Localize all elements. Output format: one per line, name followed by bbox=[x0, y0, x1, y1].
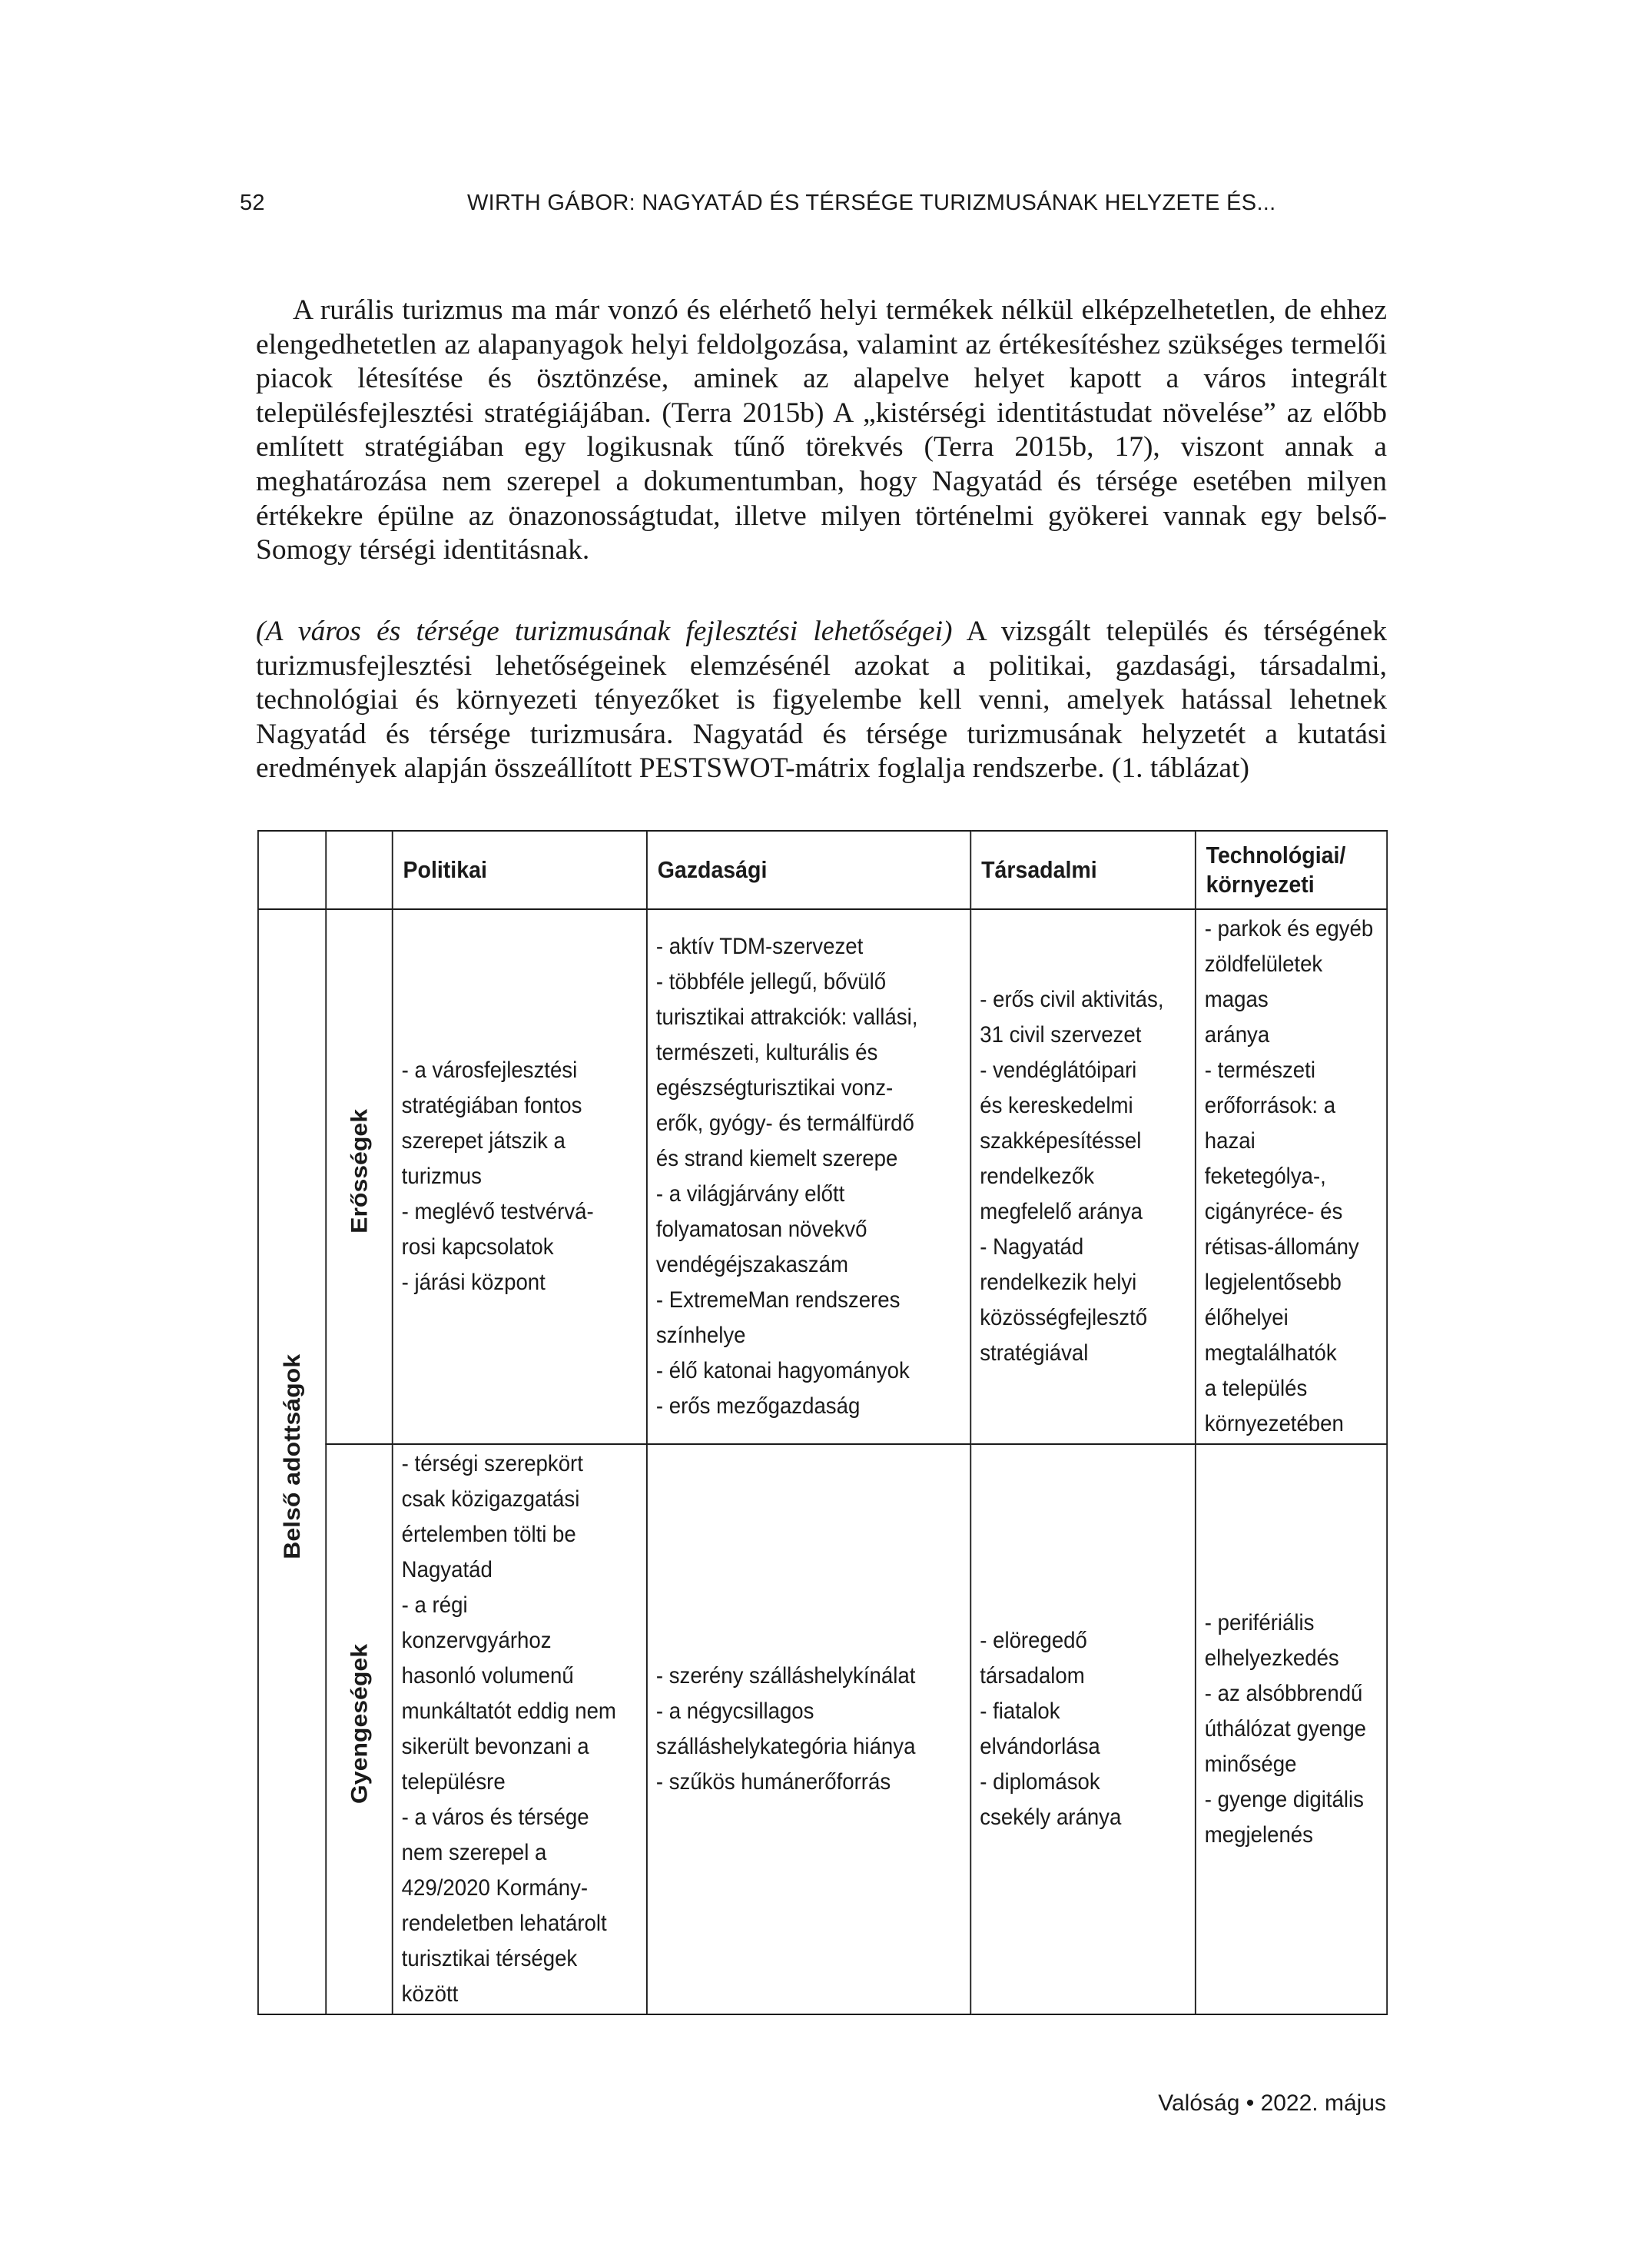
group-label: Belső adottságok bbox=[279, 1353, 305, 1559]
empty-corner-cell bbox=[326, 831, 392, 909]
page-number: 52 bbox=[240, 191, 265, 215]
row-label-cell bbox=[326, 1444, 392, 2014]
weaknesses-technologiai-cell: - perifériális elhelyezkedés - az alsóbbrendű úthálózat gyenge minősége - gyenge digitális megjelenés bbox=[1196, 1444, 1387, 2014]
table-row-strengths bbox=[258, 909, 1387, 1444]
body-paragraph-1: A rurális turizmus ma már vonzó és elérhető helyi termékek nélkül elképzelhetetlen, de ehhez elengedhetetlen az alapanyagok helyi feldolgozása, valamint az értékesítéshez szükséges termelői piacok létesítése és ösztönzése, aminek az alapelve helyet kapott a város integrált településfejlesztési stratégiájában. (Terra 2015b) A „kistérségi identitástudat növelése” az előbb említett stratégiában egy logikusnak tűnő törekvés (Terra 2015b, 17), viszont annak a meghatározása nem szerepel a dokumentumban, hogy Nagyatád és térsége esetében milyen értékekre épülne az önazonosságtudat, illetve milyen történelmi gyökerei vannak egy belső-Somogy térségi identitásnak. bbox=[256, 294, 1387, 566]
column-header-technologiai: Technológiai/ környezeti bbox=[1196, 831, 1387, 909]
column-header-gazdasagi: Gazdasági bbox=[647, 831, 970, 909]
table-row-weaknesses bbox=[258, 1444, 1387, 2014]
weaknesses-tarsadalmi-cell: - elöregedő társadalom - fiatalok elvándorlása - diplomások csekély aránya bbox=[970, 1444, 1196, 2014]
page-footer: Valóság • 2022. május bbox=[1158, 2090, 1386, 2116]
table-header-row bbox=[258, 831, 1387, 909]
body-paragraph-2 bbox=[256, 615, 1387, 786]
row-label-strengths: Erősségek bbox=[346, 1109, 373, 1234]
weaknesses-gazdasagi-cell: - szerény szálláshelykínálat - a négycsillagos szálláshelykategória hiánya - szűkös humánerőforrás bbox=[647, 1444, 970, 2014]
strengths-politikai-cell: - a városfejlesztési stratégiában fontos szerepet játszik a turizmus - meglévő testvérvá- rosi kapcsolatok - járási központ bbox=[393, 909, 647, 1444]
row-label-weaknesses: Gyengeségek bbox=[346, 1643, 373, 1805]
empty-corner-cell bbox=[258, 831, 326, 909]
running-header bbox=[240, 191, 1389, 221]
strengths-technologiai-cell: - parkok és egyéb zöldfelületek magas aránya - természeti erőforrások: a hazai feketególya-, cigányréce- és rétisas-állomány legjelentősebb élőhelyei megtalálhatók a település környezetében bbox=[1196, 909, 1387, 1444]
row-label-cell bbox=[326, 909, 392, 1444]
column-header-tarsadalmi: Társadalmi bbox=[970, 831, 1196, 909]
strengths-gazdasagi-cell: - aktív TDM-szervezet - többféle jellegű, bővülő turisztikai attrakciók: vallási, természeti, kulturális és egészségturisztikai vonz- erők, gyógy- és termálfürdő és strand kiemelt szerepe - a világjárvány előtt folyamatosan növekvő vendégéjszakaszám - ExtremeMan rendszeres színhelye - élő katonai hagyományok - erős mezőgazdaság bbox=[647, 909, 970, 1444]
weaknesses-politikai-cell: - térségi szerepkört csak közigazgatási értelemben tölti be Nagyatád - a régi konzervgyárhoz hasonló volumenű munkáltatót eddig nem sikerült bevonzani a településre - a város és térsége nem szerepel a 429/2020 Kormány- rendeletben lehatárolt turisztikai térségek között bbox=[393, 1444, 647, 2014]
section-subtitle: (A város és térsége turizmusának fejlesztési lehetőségei) bbox=[256, 616, 953, 647]
running-title: WIRTH GÁBOR: NAGYATÁD ÉS TÉRSÉGE TURIZMUSÁNAK HELYZETE ÉS... bbox=[467, 191, 1276, 215]
strengths-tarsadalmi-cell: - erős civil aktivitás, 31 civil szervezet - vendéglátóipari és kereskedelmi szakképesítéssel rendelkezők megfelelő aránya - Nagyatád rendelkezik helyi közösségfejlesztő stratégiával bbox=[970, 909, 1196, 1444]
column-header-politikai: Politikai bbox=[393, 831, 647, 909]
pestswot-table bbox=[257, 830, 1388, 2015]
group-label-cell bbox=[258, 909, 326, 2014]
body-paragraph-2-text: A vizsgált település és térségének turizmusfejlesztési lehetőségeinek elemzésénél azokat a politikai, gazdasági, társadalmi, technológiai és környezeti tényezőket is figyelembe kell venni, amelyek hatással lehetnek Nagyatád és térsége turizmusára. Nagyatád és térsége turizmusának helyzetét a kutatási eredmények alapján összeállított PESTSWOT-mátrix foglalja rendszerbe. (1. táblázat) bbox=[256, 616, 1387, 785]
